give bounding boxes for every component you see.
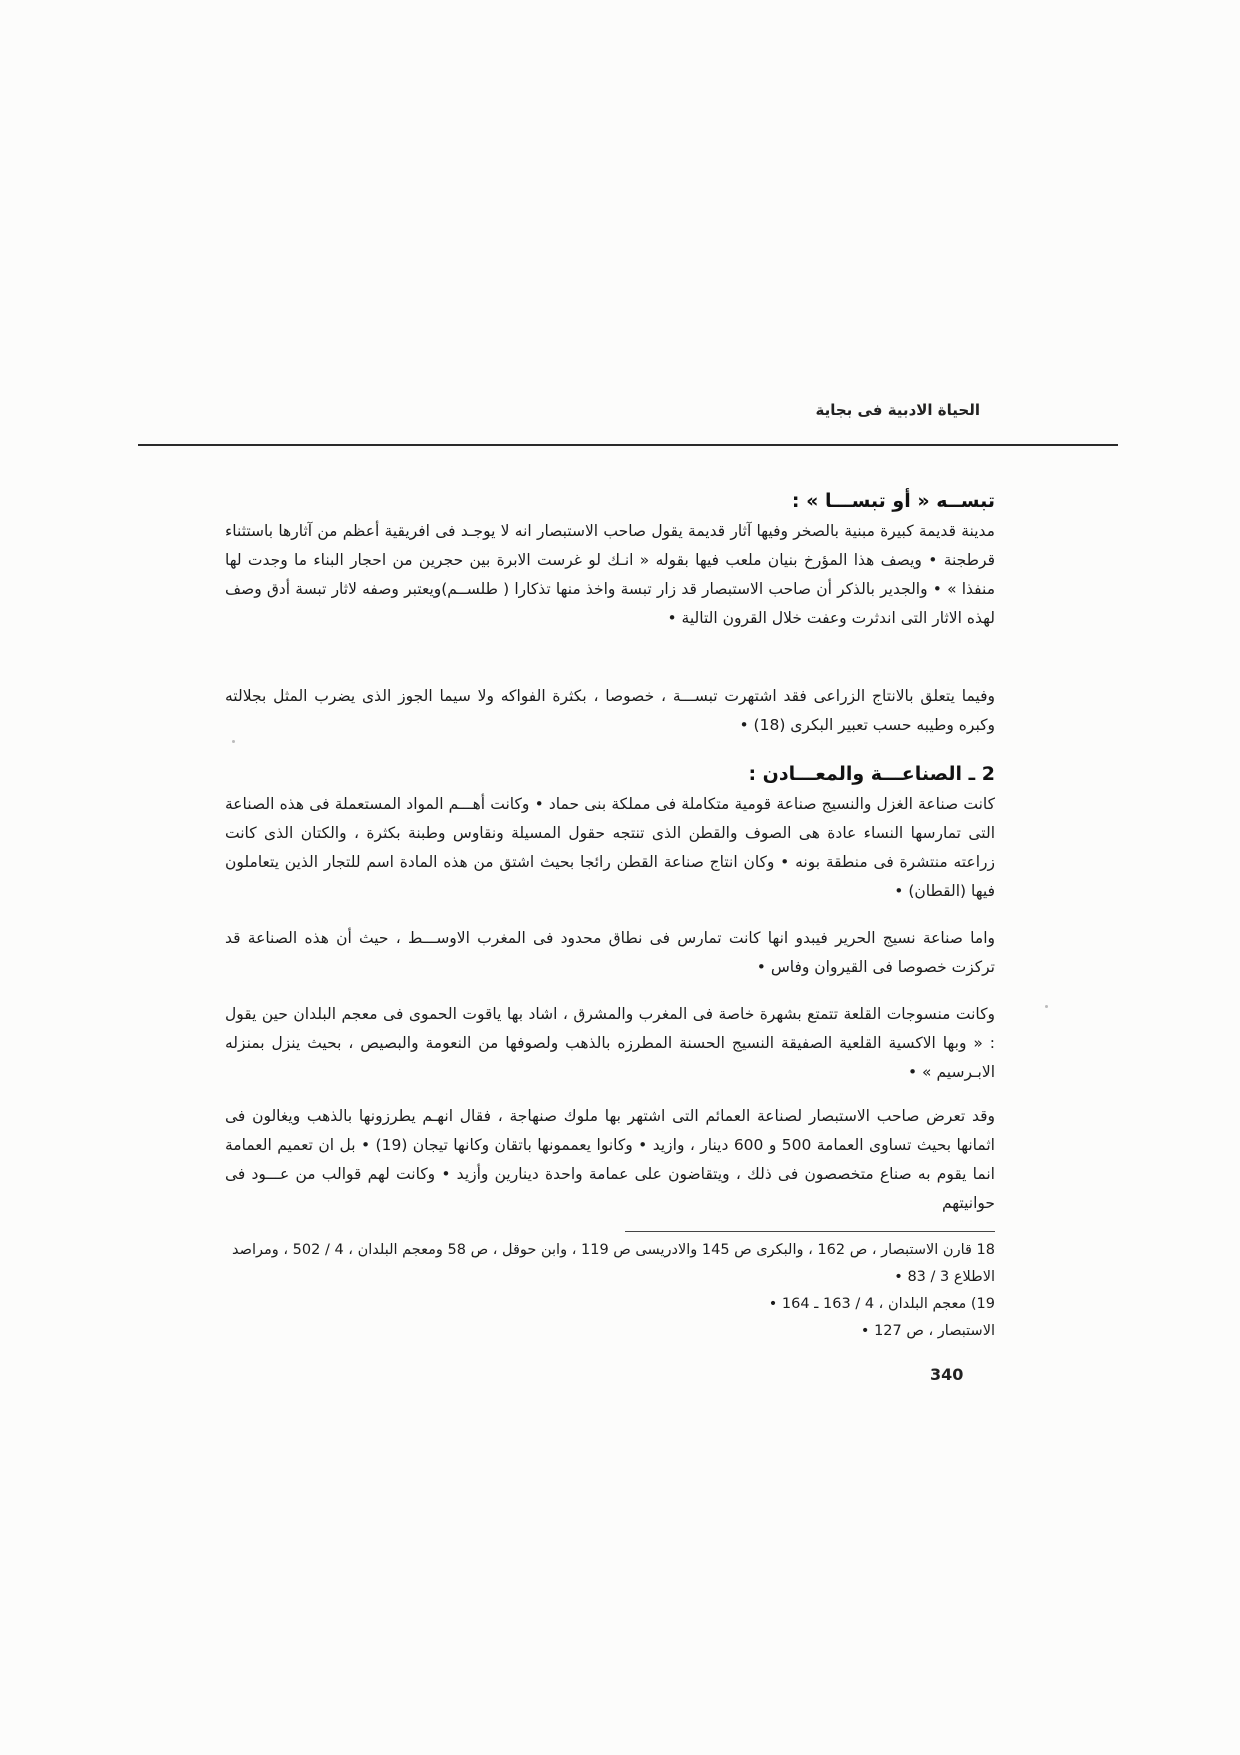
paragraph: وقد تعرض صاحب الاستبصار لصناعة العمائم التى اشتهر بها ملوك صنهاجة ، فقال انهـم يطرزونها بالذهب ويغالون فى اثمانها بحيث تساوى العمامة 500 و 600 دينار ، وازيد • وكانوا يعممونها باتقان وكانها تيجان (19) • بل ان تعميم العمامة انما يقوم به صناع متخصصون فى ذلك ، ويتقاضون على عمامة واحدة دينارين وأزيد • وكانت لهم قوالب من عـــود فى حوانيتهم — [225, 1107, 995, 1212]
footnote-rule — [625, 1231, 995, 1232]
section-heading-tebessa: تبســه « أو تبســـا » : — [791, 490, 995, 512]
running-head: الحياة الادبية فى بجاية — [815, 401, 980, 419]
header-rule — [138, 444, 1118, 446]
footnote: 19) معجم البلدان ، 4 / 163 ـ 164 • — [768, 1296, 995, 1312]
section-heading-industry: 2 ـ الصناعـــة والمعـــادن : — [748, 763, 995, 785]
paragraph: كانت صناعة الغزل والنسيج صناعة قومية متكاملة فى مملكة بنى حماد • وكانت أهـــم المواد المستعملة فى هذه الصناعة التى تمارسها النساء عادة هى الصوف والقطن الذى تنتجه حقول المسيلة ونقاوس وطبنة بكثرة ، والكتان الذى كانت زراعته منتشرة فى منطقة بونه • وكان انتاج صناعة القطن رائجا بحيث اشتق من هذه المادة اسم للتجار الذين يتعاملون فيها (القطان) • — [225, 795, 995, 900]
paragraph: واما صناعة نسيج الحرير فيبدو انها كانت تمارس فى نطاق محدود فى المغرب الاوســـط ، حيث أن هذه الصناعة قد تركزت خصوصا فى القيروان وفاس • — [225, 929, 995, 976]
scan-speck — [1045, 1005, 1048, 1008]
footnote: الاستبصار ، ص 127 • — [860, 1323, 995, 1339]
footnote: 18 قارن الاستبصار ، ص 162 ، والبكرى ص 145 والادريسى ص 119 ، وابن حوقل ، ص 58 ومعجم البلدان ، 4 / 502 ، ومراصد الاطلاع 3 / 83 • — [232, 1242, 995, 1285]
page-number: 340 — [930, 1365, 964, 1384]
paragraph: مدينة قديمة كبيرة مبنية بالصخر وفيها آثار قديمة يقول صاحب الاستبصار انه لا يوجـد فى افريقية أعظم من آثارها باستثناء قرطجنة • ويصف هذا المؤرخ بنيان ملعب فيها بقوله « انـك لو غرست الابرة بين حجرين من احجار البناء ما وجدت لها منفذا » • والجدير بالذكر أن صاحب الاستبصار قد زار تبسة واخذ منها تذكارا ( طلســم)ويعتبر وصفه لاثار تبسة أدق وصف لهذه الاثار التى اندثرت وعفت خلال القرون التالية • — [225, 522, 995, 627]
footnotes — [225, 1237, 995, 1345]
paragraph: وكانت منسوجات القلعة تتمتع بشهرة خاصة فى المغرب والمشرق ، اشاد بها ياقوت الحموى فى معجم البلدان حين يقول : « وبها الاكسية القلعية الصفيقة النسيج الحسنة المطرزه بالذهب ولصوفها من النعومة والبصيص ، بحيث ينزل بمنزله الابـرسيم » • — [225, 1005, 995, 1081]
paragraph: وفيما يتعلق بالانتاج الزراعى فقد اشتهرت تبســـة ، خصوصا ، بكثرة الفواكه ولا سيما الجوز الذى يضرب المثل بجلالته وكبره وطيبه حسب تعبير البكرى (18) • — [225, 687, 995, 734]
scan-speck — [232, 740, 235, 743]
